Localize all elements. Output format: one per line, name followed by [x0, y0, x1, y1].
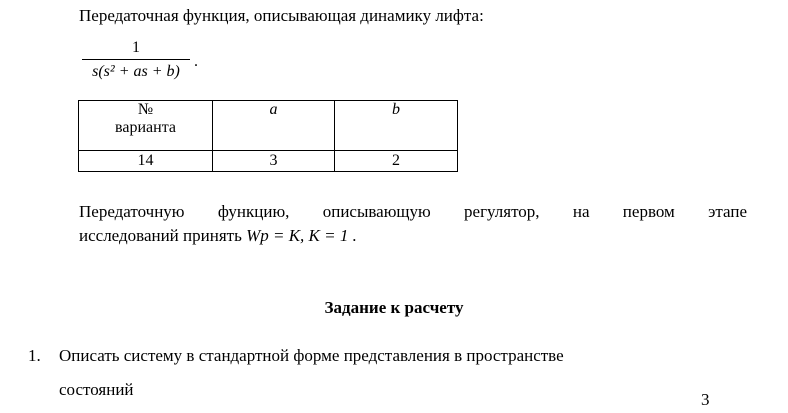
regulator-paragraph-line2 — [79, 226, 357, 246]
formula-numerator: 1 — [132, 39, 140, 56]
table-row — [79, 151, 458, 172]
list-item-text-line2: состояний — [59, 380, 134, 399]
cell-variant: 14 — [79, 151, 213, 172]
list-item-text-line1: Описать систему в стандартной форме представления в пространстве — [59, 346, 564, 365]
section-heading: Задание к расчету — [324, 298, 464, 317]
formula-denominator: s(s² + as + b) — [92, 63, 180, 80]
regulator-text: исследований принять — [79, 226, 242, 245]
page-number: 3 — [701, 390, 710, 409]
formula-period: . — [194, 53, 198, 70]
regulator-formula: Wр = K, K = 1 . — [246, 226, 357, 245]
header-b: b — [335, 101, 458, 151]
header-variant-line1: № — [137, 101, 154, 118]
cell-a: 3 — [213, 151, 335, 172]
list-item-number: 1. — [28, 346, 41, 365]
table-header-row — [79, 101, 458, 151]
transfer-function-formula — [82, 37, 190, 82]
variant-table — [78, 100, 458, 172]
header-variant — [79, 101, 213, 151]
cell-b: 2 — [335, 151, 458, 172]
regulator-paragraph-line1: Передаточную функцию, описывающую регулятор, на первом этапе — [79, 202, 747, 221]
header-variant-line2: варианта — [115, 119, 176, 136]
header-a: a — [213, 101, 335, 151]
intro-paragraph: Передаточная функция, описывающая динамику лифта: — [79, 6, 484, 25]
